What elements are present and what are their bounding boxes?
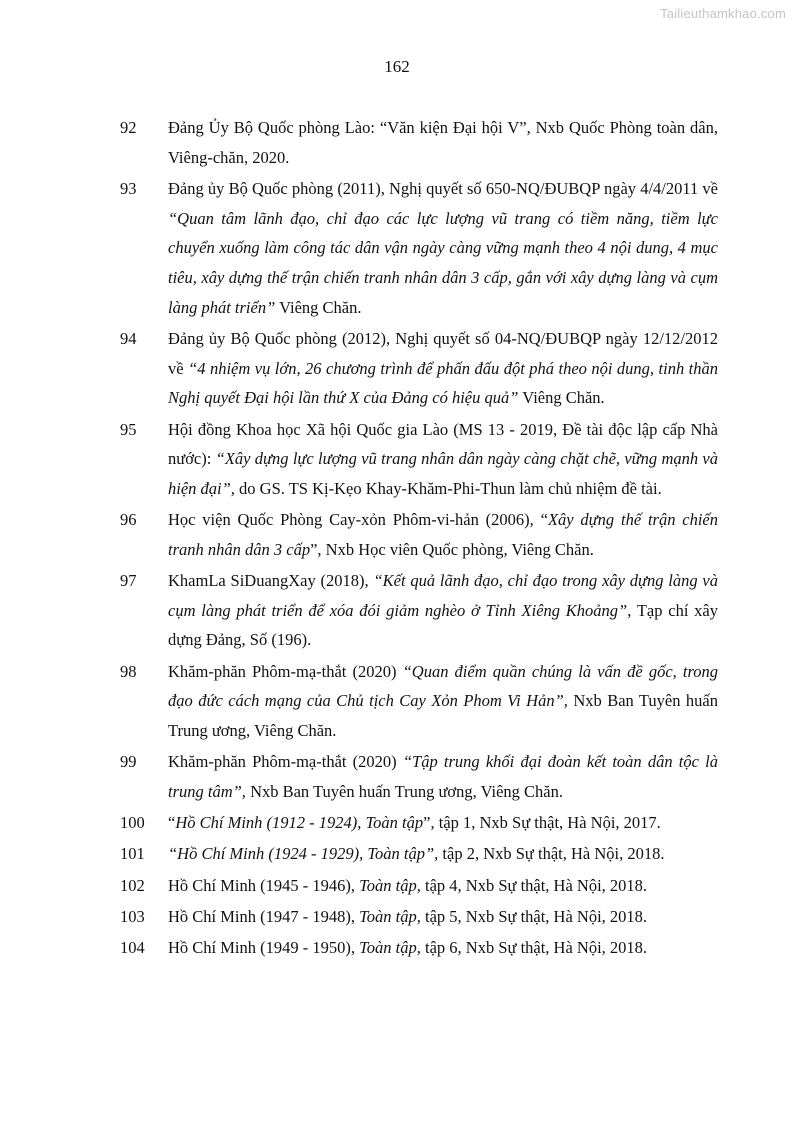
reference-text-segment: tập 5, Nxb Sự thật, Hà Nội, 2018. xyxy=(420,906,648,926)
reference-text xyxy=(168,808,718,838)
reference-text-segment: ”, Nxb Học viên Quốc phòng, Viêng Chăn. xyxy=(310,539,594,559)
reference-text-segment: Hồ Chí Minh (1949 - 1950), xyxy=(168,937,360,957)
reference-text xyxy=(168,933,718,963)
reference-number: 94 xyxy=(120,328,137,348)
reference-item xyxy=(120,174,718,323)
reference-text-segment: Đảng ủy Bộ Quốc phòng (2012), Nghị quyết số 04-NQ/ĐUBQP ngày 12/12/2012 về xyxy=(168,328,718,378)
reference-number: 96 xyxy=(120,510,137,530)
reference-text xyxy=(168,113,718,172)
reference-text-segment: Viêng Chăn. xyxy=(275,297,362,317)
reference-text xyxy=(168,747,718,806)
reference-item xyxy=(120,657,718,746)
reference-list xyxy=(120,113,718,964)
reference-text-segment: Đảng Ủy Bộ Quốc phòng Lào: “Văn kiện Đại hội V”, Nxb Quốc Phòng toàn dân, Viêng-chăn, 2020. xyxy=(168,118,718,167)
reference-number: 103 xyxy=(120,906,145,926)
reference-number: 102 xyxy=(120,875,145,895)
reference-title-italic: “Tập trung khối đại đoàn kết toàn dân tộc là trung tâm”, xyxy=(168,752,718,801)
reference-number: 98 xyxy=(120,661,137,681)
reference-title-italic: “Quan điểm quần chúng là vấn đề gốc, trong đạo đức cách mạng của Chủ tịch Cay Xỏn Phom Vi Hản”, xyxy=(168,661,719,711)
reference-item xyxy=(120,747,718,806)
reference-number: 97 xyxy=(120,571,137,591)
reference-number: 104 xyxy=(120,937,145,957)
reference-text xyxy=(168,839,718,869)
page-number: 162 xyxy=(384,57,410,76)
reference-text-segment: tập 4, Nxb Sự thật, Hà Nội, 2018. xyxy=(420,875,648,895)
reference-item xyxy=(120,324,718,413)
reference-text-segment: Đảng ủy Bộ Quốc phòng (2011), Nghị quyết số 650-NQ/ĐUBQP ngày 4/4/2011 về xyxy=(168,178,718,198)
reference-number: 93 xyxy=(120,178,137,198)
reference-text-segment: do GS. TS Kị-Kẹo Khay-Khăm-Phi-Thun làm chủ nhiệm đề tài. xyxy=(234,478,662,498)
reference-item xyxy=(120,113,718,172)
reference-item xyxy=(120,415,718,504)
reference-item xyxy=(120,505,718,564)
reference-item xyxy=(120,871,718,901)
reference-item xyxy=(120,808,718,838)
reference-title-italic: Toàn tập, xyxy=(359,875,421,895)
reference-text-segment: Khăm-phăn Phôm-mạ-thắt (2020) xyxy=(168,661,403,681)
reference-text xyxy=(168,871,718,901)
reference-item xyxy=(120,839,718,869)
reference-number: 101 xyxy=(120,844,145,864)
reference-text xyxy=(168,415,718,504)
reference-text-segment: tập 6, Nxb Sự thật, Hà Nội, 2018. xyxy=(420,937,648,957)
reference-title-italic: “Xây dựng lực lượng vũ trang nhân dân ngày càng chặt chẽ, vững mạnh và hiện đại”, xyxy=(168,449,719,498)
reference-number: 92 xyxy=(120,118,137,137)
reference-text-segment: , Tạp chí xây dựng Đảng, Số (196). xyxy=(168,600,718,650)
reference-text xyxy=(168,566,718,655)
reference-text xyxy=(168,324,718,413)
reference-item xyxy=(120,902,718,932)
reference-text-segment: Nxb Ban Tuyên huấn Trung ương, Viêng Chăn. xyxy=(168,691,719,741)
reference-title-italic: “Kết quả lãnh đạo, chỉ đạo trong xây dựng làng và cụm làng phát triển để xóa đói giảm nghèo ở Tỉnh Xiêng Khoảng” xyxy=(168,571,718,620)
reference-title-italic: Toàn tập, xyxy=(359,906,421,926)
reference-text-segment: Khăm-phăn Phôm-mạ-thắt (2020) xyxy=(168,752,403,772)
reference-text xyxy=(168,505,718,564)
reference-text xyxy=(168,174,718,323)
reference-text-segment: tập 2, Nxb Sự thật, Hà Nội, 2018. xyxy=(438,844,665,864)
reference-text-segment: KhamLa SiDuangXay (2018), xyxy=(168,571,374,591)
reference-number: 100 xyxy=(120,813,145,833)
watermark: Tailieuthamkhao.com xyxy=(660,6,786,21)
reference-title-italic: Xây dựng thế trận chiến tranh nhân dân 3 cấp xyxy=(168,510,719,559)
reference-text-segment: “ xyxy=(168,813,176,833)
reference-title-italic: “Quan tâm lãnh đạo, chỉ đạo các lực lượng vũ trang có tiềm năng, tiềm lực chuyển xuống làm công tác dân vận ngày càng vững mạnh theo 4 nội dung, 4 mục tiêu, xây dựng thế trận chiến tranh nhân dân 3 cấp, gắn với xây dựng làng và cụm làng phát triển” xyxy=(168,208,718,317)
reference-item xyxy=(120,566,718,655)
reference-item xyxy=(120,933,718,963)
reference-text-segment: Hồ Chí Minh (1945 - 1946), xyxy=(168,875,360,895)
reference-number: 95 xyxy=(120,419,137,439)
reference-text-segment: Hội đồng Khoa học Xã hội Quốc gia Lào (MS 13 - 2019, Đề tài độc lập cấp Nhà nước): xyxy=(168,419,718,469)
reference-text-segment: Học viện Quốc Phòng Cay-xỏn Phôm-vi-hản (2006), “ xyxy=(168,510,548,530)
reference-title-italic: Hồ Chí Minh (1912 - 1924), Toàn tập xyxy=(175,813,424,833)
reference-text xyxy=(168,657,718,746)
reference-text xyxy=(168,902,718,932)
reference-text-segment: Viêng Chăn. xyxy=(518,388,605,408)
reference-text-segment: Hồ Chí Minh (1947 - 1948), xyxy=(168,906,360,926)
reference-text-segment: Nxb Ban Tuyên huấn Trung ương, Viêng Chăn. xyxy=(245,781,564,801)
reference-title-italic: “Hồ Chí Minh (1924 - 1929), Toàn tập”, xyxy=(168,844,439,864)
reference-number: 99 xyxy=(120,752,137,772)
reference-title-italic: “4 nhiệm vụ lớn, 26 chương trình để phấn đấu đột phá theo nội dung, tinh thần Nghị quyết Đại hội lần thứ X của Đảng có hiệu quả” xyxy=(168,358,718,408)
reference-text-segment: ”, tập 1, Nxb Sự thật, Hà Nội, 2017. xyxy=(423,813,661,833)
reference-title-italic: Toàn tập, xyxy=(359,937,421,957)
